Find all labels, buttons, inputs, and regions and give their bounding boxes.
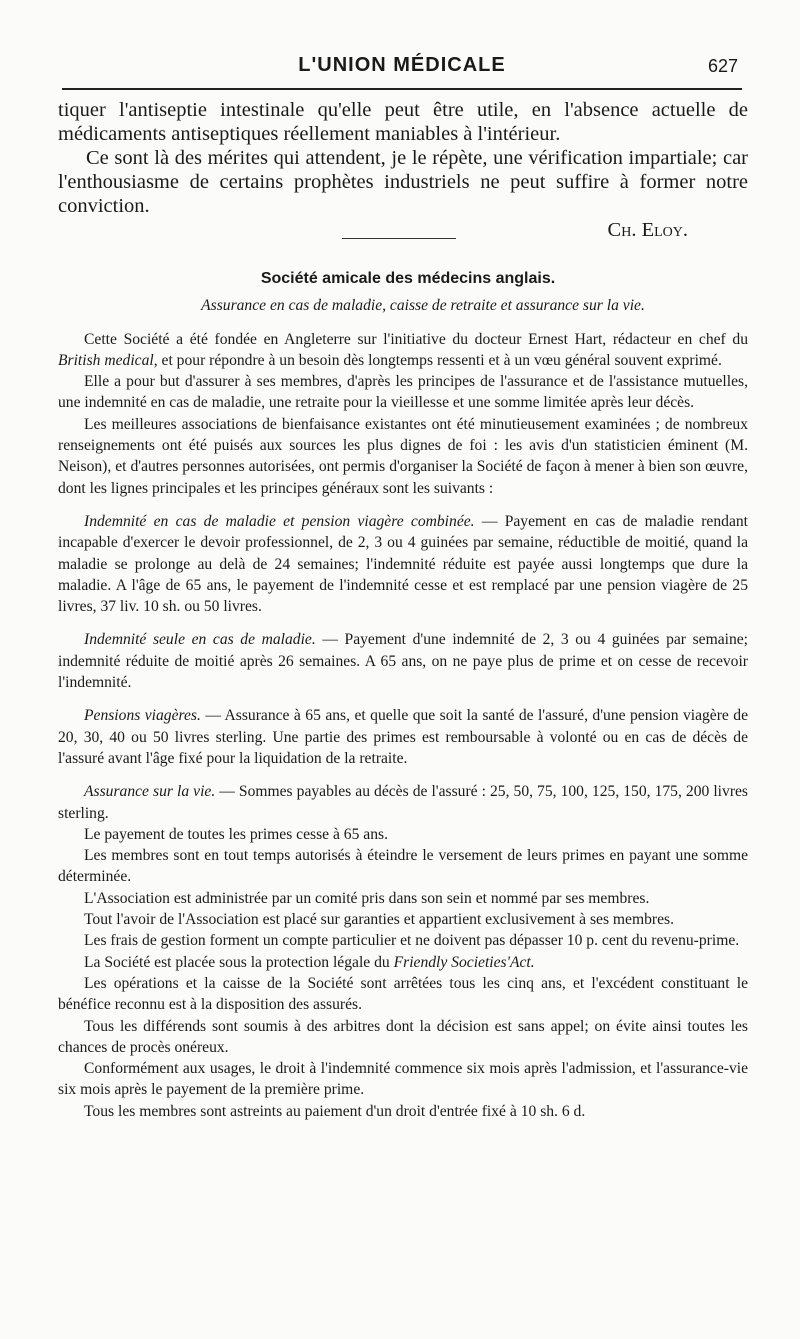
author-signature: Ch. Eloy. — [607, 219, 688, 241]
paragraph-1: Cette Société a été fondée en Angleterre sur l'initiative du docteur Ernest Hart, rédacteur en chef du British medical, et pour répondre à un besoin dès longtemps ressenti et à un vœu général souvent exprimé. — [58, 330, 748, 369]
article-title: Société amicale des médecins anglais. — [260, 270, 556, 287]
paragraph-pensions-viageres: Pensions viagères. — Assurance à 65 ans, et quelle que soit la santé de l'assuré, d'une pension viagère de 20, 30, 40 ou 50 livres sterling. Une partie des primes est remboursable à volonté ou en cas de décès de l'assuré avant l'âge fixé pour la liquidation de la retraite. — [58, 707, 748, 767]
paragraph-assurance-vie: Assurance sur la vie. — Sommes payables au décès de l'assuré : 25, 50, 75, 100, 125, 150, 175, 200 livres sterling. — [58, 783, 748, 822]
paragraph-16: Conformément aux usages, le droit à l'indemnité commence six mois après l'admission, et l'assurance-vie six mois après le payement de la première prime. — [58, 1060, 748, 1099]
intro-section — [58, 98, 748, 242]
paragraph-14: Les opérations et la caisse de la Société sont arrêtées tous les cinq ans, et l'excédent constituant le bénéfice reconnu est à la disposition des assurés. — [58, 974, 748, 1014]
paragraph-11: Tout l'avoir de l'Association est placé sur garanties et appartient exclusivement à ses membres. — [84, 911, 674, 929]
paragraph-10: L'Association est administrée par un comité pris dans son sein et nommé par ses membres. — [84, 889, 650, 907]
paragraph-indemnite-combinee: Indemnité en cas de maladie et pension viagère combinée. — Payement en cas de maladie rendant incapable d'exercer le devoir professionnel, de 2, 3 ou 4 guinées par semaine, réductible de moitié, quand la maladie se prolonge au delà de 24 semaines; l'indemnité réduite est payée aussi longtemps que dure la maladie. A l'âge de 65 ans, le payement de l'indemnité cesse et est remplacé par une pension viagère de 25 livres, 37 liv. 10 sh. ou 50 livres. — [58, 512, 748, 616]
header-rule — [62, 88, 742, 90]
paragraph-15: Tous les différends sont soumis à des arbitres dont la décision est sans appel; on évite ainsi toutes les chances de procès onéreux. — [58, 1017, 748, 1056]
paragraph-8: Le payement de toutes les primes cesse à 65 ans. — [84, 825, 388, 843]
paragraph-13: La Société est placée sous la protection légale du Friendly Societies'Act. — [84, 953, 535, 971]
section-separator — [342, 238, 456, 239]
intro-paragraph-2: Ce sont là des mérites qui attendent, je le répète, une vérification impartiale; car l'enthousiasme de certains prophètes industriels ne peut suffire à former notre conviction. — [58, 147, 748, 217]
page-number: 627 — [707, 56, 738, 76]
paragraph-12: Les frais de gestion forment un compte particulier et ne doivent pas dépasser 10 p. cent du revenu-prime. — [84, 932, 740, 950]
page-header — [58, 52, 746, 82]
paragraph-2: Elle a pour but d'assurer à ses membres, d'après les principes de l'assurance et de l'assistance mutuelles, une indemnité en cas de maladie, une retraite pour la vieillesse et une somme limitée après leur décès. — [58, 373, 748, 412]
intro-paragraph-1: tiquer l'antiseptie intestinale qu'elle peut être utile, en l'absence actuelle de médicaments antiseptiques réellement maniables à l'intérieur. — [58, 99, 748, 145]
paragraph-indemnite-seule: Indemnité seule en cas de maladie. — Payement d'une indemnité de 2, 3 ou 4 guinées par semaine; indemnité réduite de moitié après 26 semaines. A 65 ans, on ne paye plus de prime et on cesse de recevoir l'indemnité. — [58, 631, 749, 692]
running-title: L'UNION MÉDICALE — [298, 54, 506, 76]
paragraph-17: Tous les membres sont astreints au paiement d'un droit d'entrée fixé à 10 sh. 6 d. — [84, 1102, 586, 1120]
article-subtitle: Assurance en cas de maladie, caisse de retraite et assurance sur la vie. — [201, 297, 645, 315]
paragraph-9: Les membres sont en tout temps autorisés à éteindre le versement de leurs primes en payant une somme déterminée. — [58, 847, 748, 886]
article — [58, 268, 748, 1122]
paragraph-3: Les meilleures associations de bienfaisance existantes ont été minutieusement examinées ; de nombreux renseignements ont été puisés aux sources les plus dignes de foi : les avis d'un statisticien éminent (M. Neison), et d'autres personnes autorisées, ont permis d'organiser la Société de façon à mener à bien son œuvre, dont les lignes principales et les principes généraux sont les suivants : — [58, 415, 748, 497]
